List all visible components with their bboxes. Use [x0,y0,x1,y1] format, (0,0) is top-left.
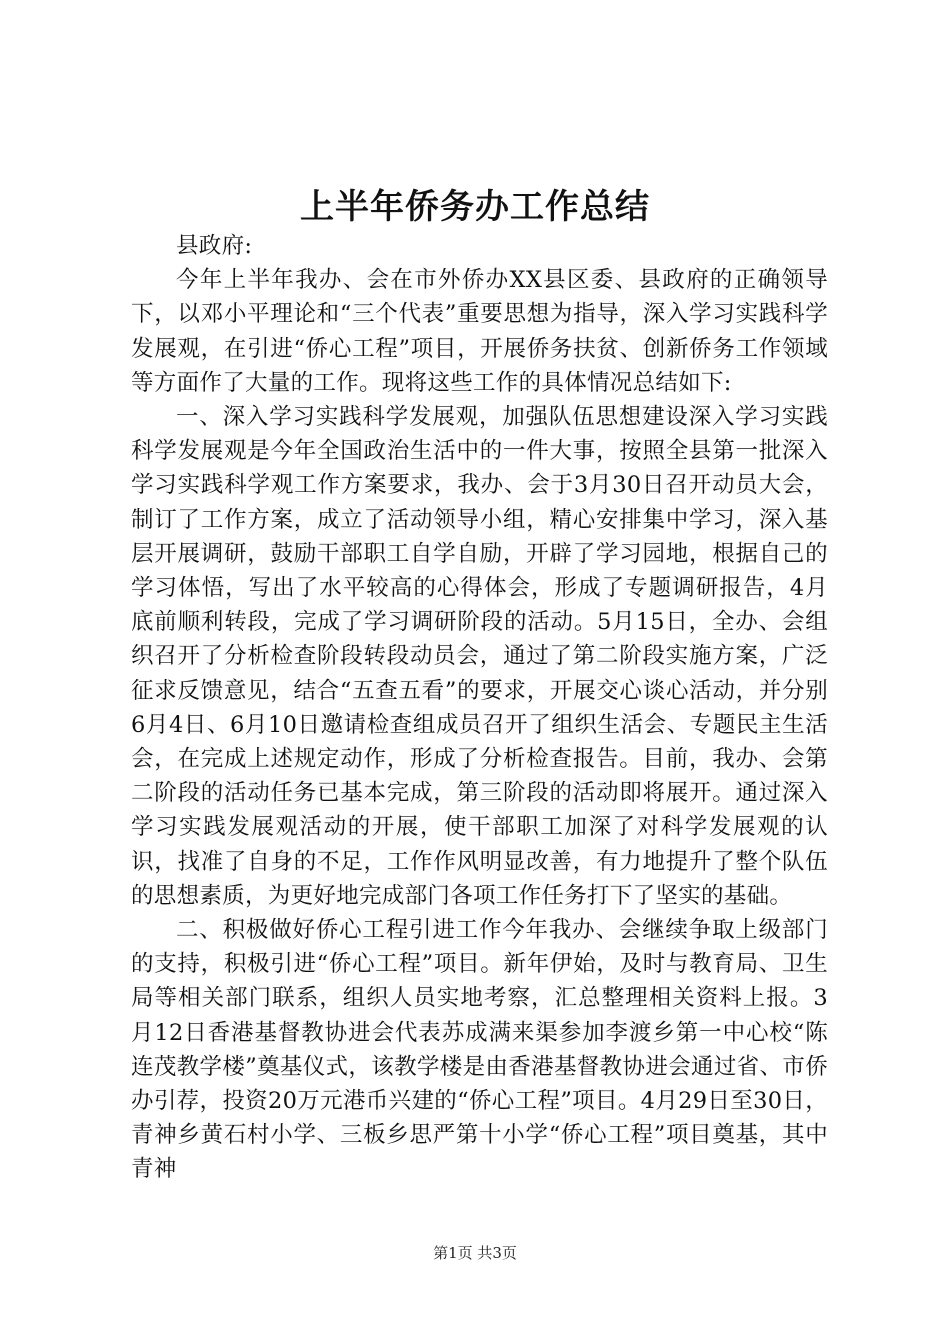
paragraph-intro: 今年上半年我办、会在市外侨办XX县区委、县政府的正确领导下，以邓小平理论和“三个代表”重要思想为指导，深入学习实践科学发展观，在引进“侨心工程”项目，开展侨务扶贫、创新侨务工作领域等方面作了大量的工作。现将这些工作的具体情况总结如下: [131,267,828,396]
document-title: 上半年侨务办工作总结 [300,187,650,227]
paragraph-section-1: 一、深入学习实践科学发展观，加强队伍思想建设深入学习实践科学发展观是今年全国政治生活中的一件大事，按照全县第一批深入学习实践科学观工作方案要求，我办、会于3月30日召开动员大会，制订了工作方案，成立了活动领导小组，精心安排集中学习，深入基层开展调研，鼓励干部职工自学自励，开辟了学习园地，根据自己的学习体悟，写出了水平较高的心得体会，形成了专题调研报告，4月底前顺利转段，完成了学习调研阶段的活动。5月15日，全办、会组织召开了分析检查阶段转段动员会，通过了第二阶段实施方案，广泛征求反馈意见，结合“五查五看”的要求，开展交心谈心活动，并分别6月4日、6月10日邀请检查组成员召开了组织生活会、专题民主生活会，在完成上述规定动作，形成了分析检查报告。目前，我办、会第二阶段的活动任务已基本完成，第三阶段的活动即将展开。通过深入学习实践发展观活动的开展，使干部职工加深了对科学发展观的认识，找准了自身的不足，工作作风明显改善，有力地提升了整个队伍的思想素质，为更好地完成部门各项工作任务打下了坚实的基础。 [131,404,828,909]
page-number-footer: 第1页 共3页 [433,1244,517,1262]
document-body [131,229,828,1187]
paragraph-section-2: 二、积极做好侨心工程引进工作今年我办、会继续争取上级部门的支持，积极引进“侨心工程”项目。新年伊始，及时与教育局、卫生局等相关部门联系，组织人员实地考察，汇总整理相关资料上报。3月12日香港基督教协进会代表苏成满来渠参加李渡乡第一中心校“陈连茂教学楼”奠基仪式，该教学楼是由香港基督教协进会通过省、市侨办引荐，投资20万元港币兴建的“侨心工程”项目。4月29日至30日，青神乡黄石村小学、三板乡思严第十小学“侨心工程”项目奠基，其中青神 [131,917,828,1183]
salutation: 县政府: [176,233,253,259]
